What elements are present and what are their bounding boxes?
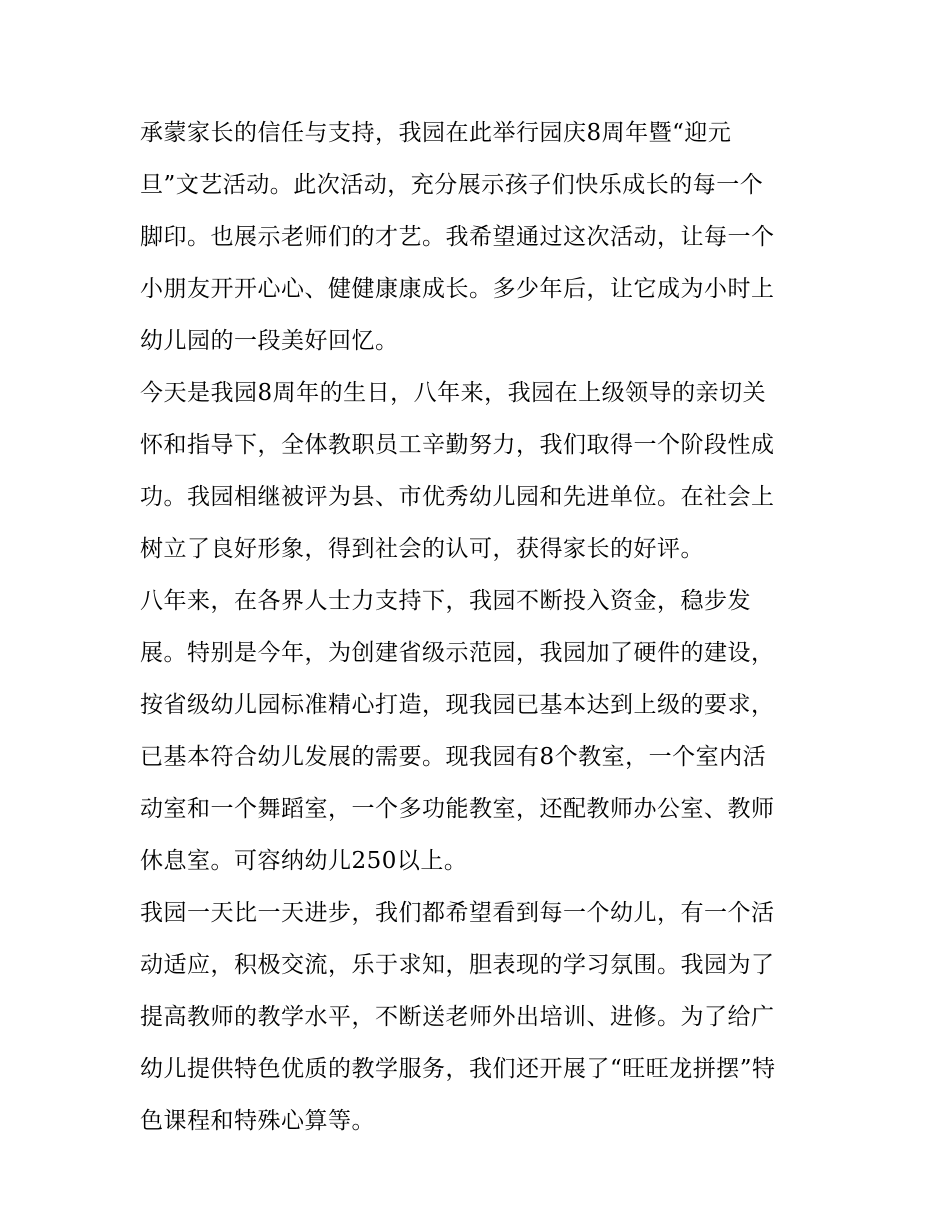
text-line: 已基本符合幼儿发展的需要。现我园有8个教室，一个室内活 — [140, 744, 767, 770]
text-line: 幼儿园的一段美好回忆。 — [140, 328, 399, 354]
text-line: 功。我园相继被评为县、市优秀幼儿园和先进单位。在社会上 — [140, 484, 775, 510]
text-line: 小朋友开开心心、健健康康成长。多少年后，让它成为小时上 — [140, 276, 775, 302]
document-body — [140, 107, 820, 1147]
text-line: 展。特别是今年，为创建省级示范园，我园加了硬件的建设， — [140, 640, 775, 666]
text-line: 休息室。可容纳幼儿250以上。 — [140, 848, 468, 874]
text-line: 动适应，积极交流，乐于求知，胆表现的学习氛围。我园为了 — [140, 952, 775, 978]
paragraph — [140, 367, 820, 575]
text-line: 幼儿提供特色优质的教学服务，我们还开展了“旺旺龙拼摆”特 — [140, 1056, 776, 1082]
paragraph — [140, 575, 820, 887]
text-line: 脚印。也展示老师们的才艺。我希望通过这次活动，让每一个 — [140, 224, 775, 250]
text-line: 八年来，在各界人士力支持下，我园不断投入资金，稳步发 — [140, 588, 751, 614]
text-line: 承蒙家长的信任与支持，我园在此举行园庆8周年暨“迎元 — [140, 120, 732, 146]
paragraph — [140, 887, 820, 1147]
text-line: 今天是我园8周年的生日，八年来，我园在上级领导的亲切关 — [140, 380, 767, 406]
text-line: 色课程和特殊心算等。 — [140, 1108, 375, 1134]
paragraph — [140, 107, 820, 367]
text-line: 怀和指导下，全体教职员工辛勤努力，我们取得一个阶段性成 — [140, 432, 775, 458]
text-line: 动室和一个舞蹈室，一个多功能教室，还配教师办公室、教师 — [140, 796, 775, 822]
text-line: 树立了良好形象，得到社会的认可，获得家长的好评。 — [140, 536, 704, 562]
text-line: 按省级幼儿园标准精心打造，现我园已基本达到上级的要求， — [140, 692, 775, 718]
text-line: 提高教师的教学水平，不断送老师外出培训、进修。为了给广 — [140, 1004, 775, 1030]
text-line: 我园一天比一天进步，我们都希望看到每一个幼儿，有一个活 — [140, 900, 775, 926]
text-line: 旦”文艺活动。此次活动，充分展示孩子们快乐成长的每一个 — [140, 172, 764, 198]
